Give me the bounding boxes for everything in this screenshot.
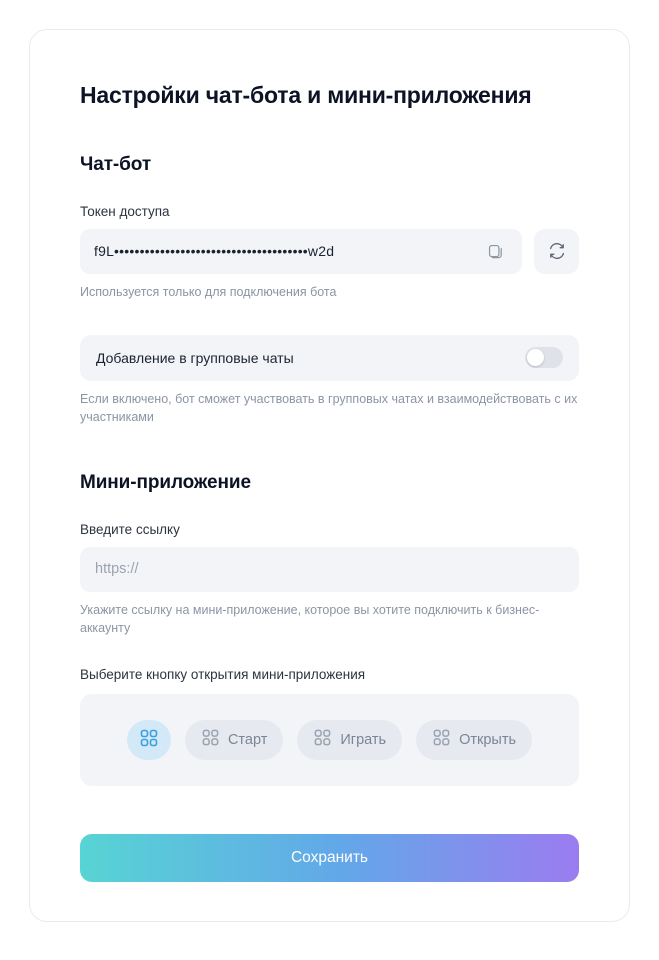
button-option-open[interactable] [416, 720, 532, 760]
token-value: f9L••••••••••••••••••••••••••••••••••••••w2d [94, 243, 335, 260]
chatbot-section-title: Чат-бот [80, 153, 152, 175]
group-chats-label: Добавление в групповые чаты [96, 349, 294, 366]
spacer [80, 426, 579, 472]
button-option-label: Открыть [459, 732, 517, 749]
apps-grid-icon [139, 728, 159, 753]
link-field-label: Введите ссылку [80, 521, 180, 537]
group-chats-hint: Если включено, бот сможет участвовать в групповых чатах и взаимодействовать с их участниками [80, 391, 578, 424]
page-title: Настройки чат-бота и мини-приложения [80, 82, 532, 108]
choose-button-label: Выберите кнопку открытия мини-приложения [80, 667, 366, 683]
token-row [80, 229, 579, 274]
token-field-label: Токен доступа [80, 203, 170, 219]
button-option-label: Играть [340, 732, 387, 749]
apps-grid-icon [201, 728, 220, 752]
toggle-knob [527, 349, 544, 366]
token-hint: Используется только для подключения бота [80, 284, 337, 299]
group-chats-row[interactable] [80, 335, 579, 381]
refresh-token-button[interactable] [534, 229, 579, 274]
copy-icon[interactable] [482, 238, 508, 264]
token-field[interactable] [80, 229, 522, 274]
settings-card [29, 29, 630, 922]
mini-app-section-title: Мини-приложение [80, 471, 251, 493]
group-chats-toggle[interactable] [525, 347, 563, 368]
button-option-icon-only[interactable] [127, 720, 171, 760]
card-content [30, 30, 629, 882]
apps-grid-icon [313, 728, 332, 752]
button-option-start[interactable] [185, 720, 283, 760]
refresh-icon [547, 241, 567, 261]
button-options-panel [80, 694, 579, 786]
link-hint: Укажите ссылку на мини-приложение, которое вы хотите подключить к бизнес-аккаунту [80, 602, 540, 636]
button-option-play[interactable] [297, 720, 402, 760]
apps-grid-icon [432, 728, 451, 752]
button-option-label: Старт [227, 732, 268, 749]
mini-app-url-input[interactable] [80, 547, 579, 592]
save-button[interactable]: Сохранить [80, 834, 579, 882]
